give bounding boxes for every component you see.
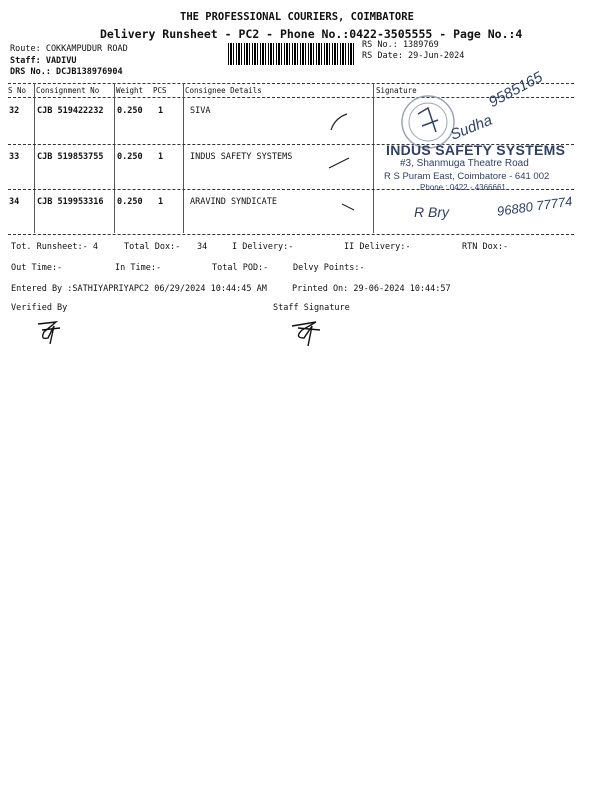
col-weight: Weight [116, 86, 144, 95]
row-consignee: INDUS SAFETY SYSTEMS [190, 152, 293, 162]
rs-number: RS No.: 1389769 [362, 40, 439, 50]
total-pod: Total POD:- [212, 263, 269, 273]
stamp-company: INDUS SAFETY SYSTEMS [386, 142, 566, 158]
printed-on: Printed On: 29-06-2024 10:44:57 [292, 284, 451, 294]
table-bottom-rule [8, 234, 574, 235]
row-pcs: 1 [158, 106, 164, 116]
row-consignment: CJB 519853755 [37, 152, 104, 162]
stamp-phone: Phone : 0422 - 4366661 [420, 183, 506, 192]
col-sno: S No [8, 86, 27, 95]
row-weight: 0.250 [117, 197, 143, 207]
barcode [228, 43, 356, 65]
handwritten-signoff: R Bry [414, 204, 449, 220]
rtn-dox: RTN Dox:- [462, 242, 509, 252]
entered-by: Entered By :SATHIYAPRIYAPC2 06/29/2024 10:44:45 AM [11, 284, 267, 294]
col-sep [183, 83, 184, 233]
tick-mark [340, 200, 360, 216]
row-consignee: SIVA [190, 106, 211, 116]
row-sno: 32 [9, 106, 20, 116]
verifier-signature [34, 318, 70, 346]
row-consignment: CJB 519422232 [37, 106, 104, 116]
i-delivery: I Delivery:- [232, 242, 294, 252]
in-time: In Time:- [115, 263, 162, 273]
col-signature: Signature [376, 86, 417, 95]
tick-mark [325, 112, 355, 132]
stamp-address2: R S Puram East, Coimbatore - 641 002 [384, 171, 550, 182]
row-pcs: 1 [158, 197, 164, 207]
row-sno: 33 [9, 152, 20, 162]
col-sep [114, 83, 115, 233]
col-sep [34, 83, 35, 233]
table-top-rule [8, 83, 574, 84]
handwritten-name: Sudha [448, 111, 495, 144]
col-pcs: PCS [153, 86, 167, 95]
handwritten-phone-2: 96880 77774 [496, 193, 574, 219]
rs-date: RS Date: 29-Jun-2024 [362, 51, 465, 61]
row-weight: 0.250 [117, 152, 143, 162]
route-label: Route: COKKAMPUDUR ROAD [10, 44, 128, 54]
tot-runsheet: Tot. Runsheet:- 4 [11, 242, 98, 252]
row-consignee: ARAVIND SYNDICATE [190, 197, 277, 207]
stamp-address1: #3, Shanmuga Theatre Road [400, 158, 529, 169]
delvy-points: Delvy Points:- [293, 263, 365, 273]
staff-signature [288, 318, 328, 348]
company-title: THE PROFESSIONAL COURIERS, COIMBATORE [180, 11, 414, 23]
staff-signature-label: Staff Signature [273, 303, 350, 313]
row-pcs: 1 [158, 152, 164, 162]
total-dox-label: Total Dox:- [124, 242, 181, 252]
col-consignee: Consignee Details [185, 86, 262, 95]
verified-by-label: Verified By [11, 303, 68, 313]
row-consignment: CJB 519953316 [37, 197, 104, 207]
ii-delivery: II Delivery:- [344, 242, 411, 252]
runsheet-title: Delivery Runsheet - PC2 - Phone No.:0422-3505555 - Page No.:4 [100, 27, 523, 41]
tick-mark [325, 156, 355, 176]
col-sep [373, 83, 374, 233]
row-sno: 34 [9, 197, 20, 207]
out-time: Out Time:- [11, 263, 63, 273]
handwritten-phone: 9585165 [486, 68, 546, 112]
drs-number: DRS No.: DCJB138976904 [10, 67, 123, 77]
total-dox-value: 34 [197, 242, 208, 252]
col-consignment: Consignment No [36, 86, 100, 95]
staff-label: Staff: VADIVU [10, 56, 77, 66]
row-weight: 0.250 [117, 106, 143, 116]
